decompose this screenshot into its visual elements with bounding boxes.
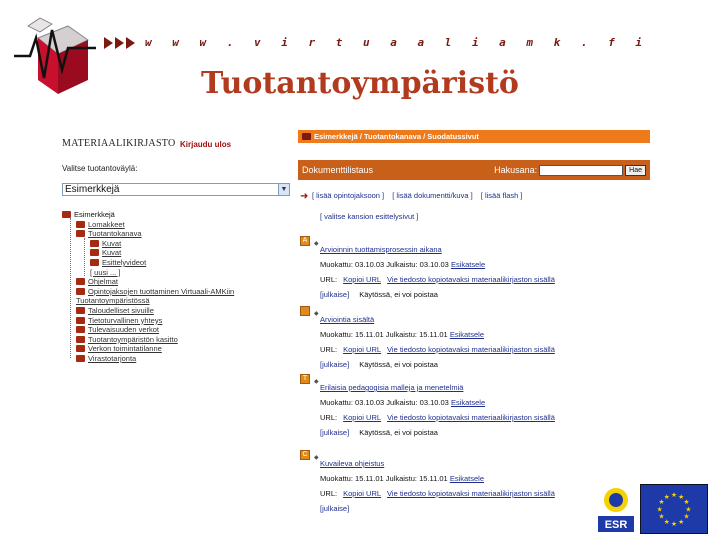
publish-link[interactable]: [julkaise]	[320, 290, 350, 299]
document-meta	[320, 330, 484, 339]
document-dates: Muokattu: 03.10.03 Julkaistu: 03.10.03	[320, 398, 449, 407]
folder-icon	[76, 221, 85, 228]
folder-icon	[76, 307, 85, 314]
channel-select[interactable]	[62, 183, 290, 196]
tree-item[interactable]	[76, 335, 178, 344]
select-folder-pages-link[interactable]: [ valitse kansion esittelysivut ]	[320, 212, 419, 221]
url-label: URL:	[320, 275, 338, 284]
tree-item-label: Tulevaisuuden verkot	[88, 325, 160, 335]
esr-text: ESR	[604, 519, 628, 531]
document-url-row	[320, 489, 555, 498]
folder-icon	[302, 133, 311, 140]
document-title-link[interactable]: Arvioinnin tuottamisprosessin aikana	[320, 245, 442, 254]
tree-item-label: Tuotantoympäristössä	[76, 296, 150, 306]
bullet-icon: ◆	[314, 241, 319, 247]
add-to-course-link[interactable]: [ lisää opintojaksoon ]	[312, 191, 385, 200]
folder-icon	[76, 336, 85, 343]
document-type-icon: C	[300, 450, 310, 460]
eu-star-icon: ★	[670, 491, 678, 499]
tree-item[interactable]	[90, 239, 121, 248]
add-document-link[interactable]: [ lisää dokumentti/kuva ]	[392, 191, 473, 200]
folder-icon	[76, 317, 85, 324]
site-url: w w w . v i r t u a a l i a m k . f i	[145, 36, 650, 49]
folder-icon	[76, 355, 85, 362]
search-label: Hakusana:	[494, 165, 538, 175]
tree-item[interactable]	[76, 306, 154, 315]
tree-item-label: [ uusi ... ]	[90, 267, 121, 277]
tree-item-label: Opintojaksojen tuottaminen Virtuaali-AMKiin	[88, 286, 235, 296]
publish-status: Käytössä, ei voi poistaa	[359, 428, 438, 437]
document-type-icon: A	[300, 236, 310, 246]
document-meta	[320, 474, 484, 483]
document-list-panel	[298, 128, 650, 514]
tree-item[interactable]	[90, 258, 146, 267]
copy-to-library-link[interactable]: Vie tiedosto kopiotavaksi materiaalikirjaston sisällä	[387, 489, 555, 498]
tree-item-label: Lomakkeet	[88, 219, 125, 229]
preview-link[interactable]: Esikatsele	[449, 474, 485, 483]
copy-to-library-link[interactable]: Vie tiedosto kopiotavaksi materiaalikirjaston sisällä	[387, 413, 555, 422]
publish-status: Käytössä, ei voi poistaa	[359, 360, 438, 369]
tree-item[interactable]	[90, 268, 120, 277]
action-links	[312, 191, 528, 200]
preview-link[interactable]: Esikatsele	[450, 398, 486, 407]
tree-item-label: Kuvat	[102, 238, 122, 248]
site-url-strip	[104, 36, 649, 49]
channel-select-value: Esimerkkejä	[65, 184, 120, 195]
eu-star-icon: ★	[663, 517, 670, 526]
tree-item-label: Tuotantokanava	[88, 229, 142, 239]
eu-star-icon: ★	[663, 492, 670, 501]
folder-icon	[90, 259, 99, 266]
search-input[interactable]	[539, 165, 623, 176]
document-publish-row	[320, 290, 438, 299]
document-dates: Muokattu: 03.10.03 Julkaistu: 03.10.03	[320, 260, 449, 269]
eu-star-icon: ★	[678, 517, 685, 526]
bullet-icon: ◆	[314, 311, 319, 317]
publish-status: Käytössä, ei voi poistaa	[359, 290, 438, 299]
esr-logo	[596, 484, 636, 534]
eu-star-icon: ★	[678, 492, 685, 501]
arrow-decoration	[104, 37, 135, 49]
document-title-link[interactable]: Erilaisia pedagogisia malleja ja menetelmiä	[320, 383, 464, 392]
url-label: URL:	[320, 413, 338, 422]
eu-star-icon: ★	[683, 498, 690, 507]
library-title: MATERIAALIKIRJASTO	[62, 138, 176, 149]
document-title-link[interactable]: Arviointia sisältä	[320, 315, 375, 324]
tree-item-label: Virastotarjonta	[88, 354, 137, 363]
publish-link[interactable]: [julkaise]	[320, 504, 350, 513]
publish-link[interactable]: [julkaise]	[320, 428, 350, 437]
publish-link[interactable]: [julkaise]	[320, 360, 350, 369]
copy-url-link[interactable]: Kopioi URL	[343, 345, 382, 354]
tab-bar	[298, 160, 650, 180]
tree-item[interactable]	[76, 344, 162, 353]
add-flash-link[interactable]: [ lisää flash ]	[480, 191, 523, 200]
document-publish-row	[320, 504, 359, 513]
tree-item[interactable]	[76, 229, 142, 238]
tree-item[interactable]	[76, 287, 234, 296]
url-label: URL:	[320, 345, 338, 354]
tree-item-label: Taloudelliset sivuille	[88, 306, 154, 315]
tree-item[interactable]	[76, 316, 162, 325]
preview-link[interactable]: Esikatsele	[450, 260, 486, 269]
folder-icon	[62, 211, 71, 218]
document-meta	[320, 398, 485, 407]
folder-icon	[76, 345, 85, 352]
search-button[interactable]: Hae	[625, 165, 646, 176]
channel-select-label: Valitse tuotantoväylä:	[62, 164, 138, 173]
tree-item[interactable]	[76, 220, 125, 229]
copy-url-link[interactable]: Kopioi URL	[343, 275, 382, 284]
tree-item-label: Tuotantoympäristön kasitto	[88, 334, 178, 344]
document-publish-row	[320, 428, 438, 437]
tree-connector	[84, 238, 85, 276]
document-meta	[320, 260, 485, 269]
copy-url-link[interactable]: Kopioi URL	[343, 489, 382, 498]
tree-connector	[70, 218, 71, 358]
eu-star-icon: ★	[656, 505, 663, 514]
eu-star-icon: ★	[685, 505, 692, 514]
eu-star-icon: ★	[658, 512, 665, 521]
tree-item[interactable]	[90, 248, 121, 257]
bullet-icon: ◆	[314, 455, 319, 461]
folder-icon	[76, 230, 85, 237]
chevron-down-icon[interactable]: ▼	[278, 184, 289, 195]
preview-link[interactable]: Esikatsele	[449, 330, 485, 339]
copy-url-link[interactable]: Kopioi URL	[343, 413, 382, 422]
tree-item[interactable]	[76, 325, 159, 334]
document-publish-row	[320, 360, 438, 369]
tree-item-label: Esimerkkejä	[74, 210, 115, 219]
slide-title: Tuotantoympäristö	[201, 66, 519, 101]
document-url-row	[320, 345, 555, 354]
document-type-icon: T	[300, 374, 310, 384]
document-dates: Muokattu: 15.11.01 Julkaistu: 15.11.01	[320, 330, 448, 339]
document-dates: Muokattu: 15.11.01 Julkaistu: 15.11.01	[320, 474, 448, 483]
tree-item-label: Verkon toimintatilanne	[88, 344, 162, 354]
logout-link[interactable]: Kirjaudu ulos	[180, 140, 232, 149]
tab-document-list[interactable]: Dokumenttilistaus	[302, 165, 374, 175]
tree-item[interactable]	[76, 354, 136, 363]
search-group	[494, 165, 646, 176]
folder-icon	[76, 278, 85, 285]
embedded-screenshot	[62, 128, 650, 514]
tree-item-label: Ohjelmat	[88, 277, 119, 287]
tree-item[interactable]	[76, 277, 118, 286]
url-label: URL:	[320, 489, 338, 498]
document-title-link[interactable]: Kuvaileva ohjeistus	[320, 459, 385, 468]
document-url-row	[320, 413, 555, 422]
arrow-right-icon: ➜	[300, 191, 309, 202]
folder-icon	[90, 240, 99, 247]
eu-star-icon: ★	[683, 512, 690, 521]
breadcrumb-text[interactable]: Esimerkkejä / Tuotantokanava / Suodatussivut	[314, 132, 479, 141]
eu-star-icon: ★	[658, 498, 665, 507]
tree-item-label: Esittelyvideot	[102, 258, 147, 267]
folder-icon	[76, 288, 85, 295]
folder-icon	[90, 249, 99, 256]
document-type-icon	[300, 306, 310, 316]
breadcrumb	[298, 130, 650, 143]
copy-to-library-link[interactable]: Vie tiedosto kopiotavaksi materiaalikirjaston sisällä	[387, 345, 555, 354]
eu-star-icon: ★	[670, 519, 678, 528]
bullet-icon: ◆	[314, 379, 319, 385]
tree-item-label: Kuvat	[102, 248, 122, 258]
material-library-panel	[62, 128, 296, 514]
document-url-row	[320, 275, 555, 284]
eu-flag	[640, 484, 708, 534]
tree-item[interactable]	[76, 296, 150, 305]
folder-icon	[76, 326, 85, 333]
tree-item-label: Tietoturvallinen yhteys	[88, 315, 163, 325]
copy-to-library-link[interactable]: Vie tiedosto kopiotavaksi materiaalikirjaston sisällä	[387, 275, 555, 284]
